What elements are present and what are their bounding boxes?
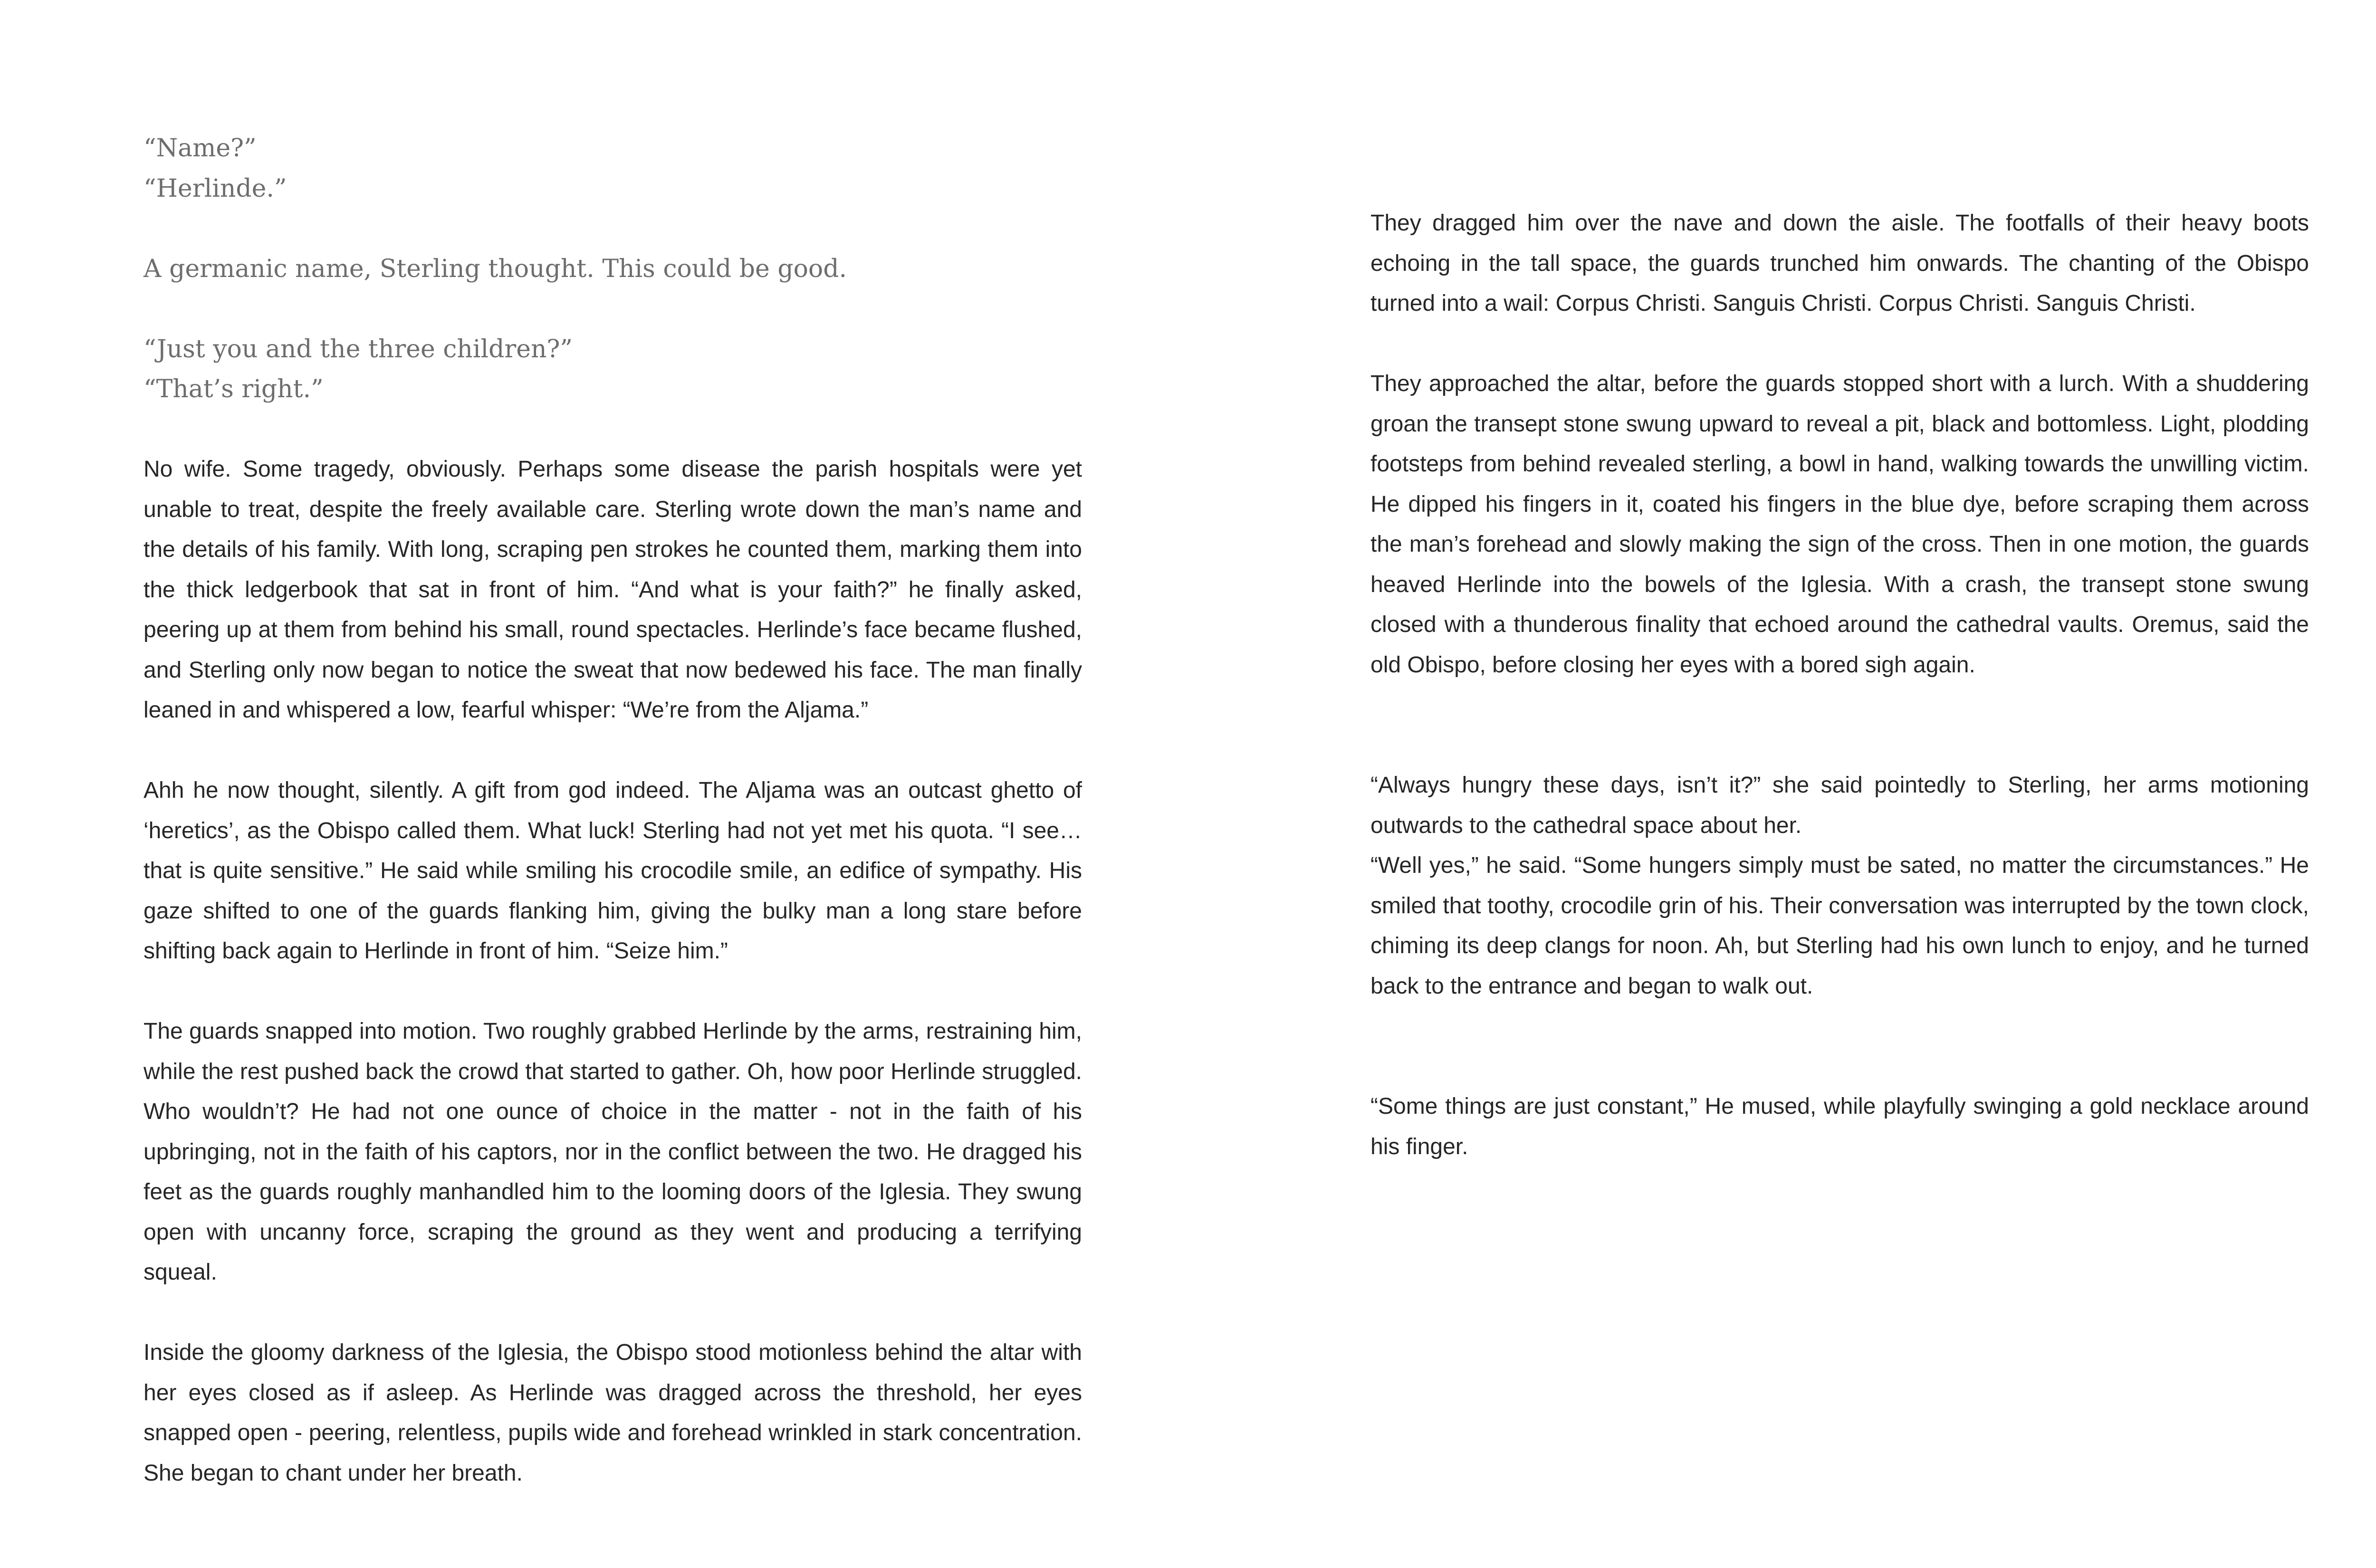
right-page [1212,0,2376,1568]
body-paragraph [1370,765,2309,1006]
dialogue-block [144,329,1082,410]
dialogue-block [144,128,1082,209]
dialogue-sentence: “Always hungry these days, isn’t it?” she said pointedly to Sterling, her arms motioning outwards to the cathedral space about her. [1370,773,2309,838]
dialogue-line: “That’s right.” [144,375,324,403]
dialogue-line: “Just you and the three children?” [144,335,573,363]
body-paragraph: Inside the gloomy darkness of the Iglesia, the Obispo stood motionless behind the altar with her eyes closed as if asleep. As Herlinde was dragged across the threshold, her eyes snapped open - peering, relentless, pupils wide and forehead wrinkled in stark concentration. She began to chant under her breath. [144,1340,1082,1486]
dialogue-line: “Name?” [144,134,257,163]
body-paragraph: The guards snapped into motion. Two roughly grabbed Herlinde by the arms, restraining him, while the rest pushed back the crowd that started to gather. Oh, how poor Herlinde struggled. Who wouldn’t? He had not one ounce of choice in the matter - not in the faith of his upbringing, not in the faith of his captors, nor in the conflict between the two. He dragged his feet as the guards roughly manhandled him to the looming doors of the Iglesia. They swung open with uncanny force, scraping the ground as they went and producing a terrifying squeal. [144,1019,1082,1285]
body-paragraph: Ahh he now thought, silently. A gift from god indeed. The Aljama was an outcast ghetto of ‘heretics’, as the Obispo called them. What luck! Sterling had not yet met his quota. “I see… that is quite sensitive.” He said while smiling his crocodile smile, an edifice of sympathy. His gaze shifted to one of the guards flanking him, giving the bulky man a long stare before shifting back again to Herlinde in front of him. “Seize him.” [144,778,1082,964]
body-paragraph: No wife. Some tragedy, obviously. Perhaps some disease the parish hospitals were yet unable to treat, despite the freely available care. Sterling wrote down the man’s name and the details of his family. With long, scraping pen strokes he counted them, marking them into the thick ledgerbook that sat in front of him. “And what is your faith?” he finally asked, peering up at them from behind his small, round spectacles. Herlinde’s face became flushed, and Sterling only now began to notice the sweat that now bedewed his face. The man finally leaned in and whispered a low, fearful whisper: “We’re from the Aljama.” [144,457,1082,723]
thought-line: A germanic name, Sterling thought. This could be good. [144,254,847,283]
body-paragraph: “Some things are just constant,” He mused, while playfully swinging a gold necklace around his finger. [1370,1094,2309,1159]
body-paragraph: They dragged him over the nave and down the aisle. The footfalls of their heavy boots echoing in the tall space, the guards trunched him onwards. The chanting of the Obispo turned into a wail: Corpus Christi. Sanguis Christi. Corpus Christi. Sanguis Christi. [1370,210,2309,316]
left-text-column [144,128,1082,1493]
dialogue-line: “Herlinde.” [144,174,287,203]
dialogue-sentence: “Well yes,” he said. “Some hungers simply must be sated, no matter the circumstances.” He smiled that toothy, crocodile grin of his. Their conversation was interrupted by the town clock, chiming its deep clangs for noon. Ah, but Sterling had his own lunch to enjoy, and he turned back to the entrance and began to walk out. [1370,853,2309,999]
right-text-column [1370,203,2309,1167]
body-paragraph: They approached the altar, before the guards stopped short with a lurch. With a shuddering groan the transept stone swung upward to reveal a pit, black and bottomless. Light, plodding footsteps from behind revealed sterling, a bowl in hand, walking towards the unwilling victim. He dipped his fingers in it, coated his fingers in the blue dye, before scraping them across the man’s forehead and slowly making the sign of the cross. Then in one motion, the guards heaved Herlinde into the bowels of the Iglesia. With a crash, the transept stone swung closed with a thunderous finality that echoed around the cathedral vaults. Oremus, said the old Obispo, before closing her eyes with a bored sigh again. [1370,371,2309,678]
